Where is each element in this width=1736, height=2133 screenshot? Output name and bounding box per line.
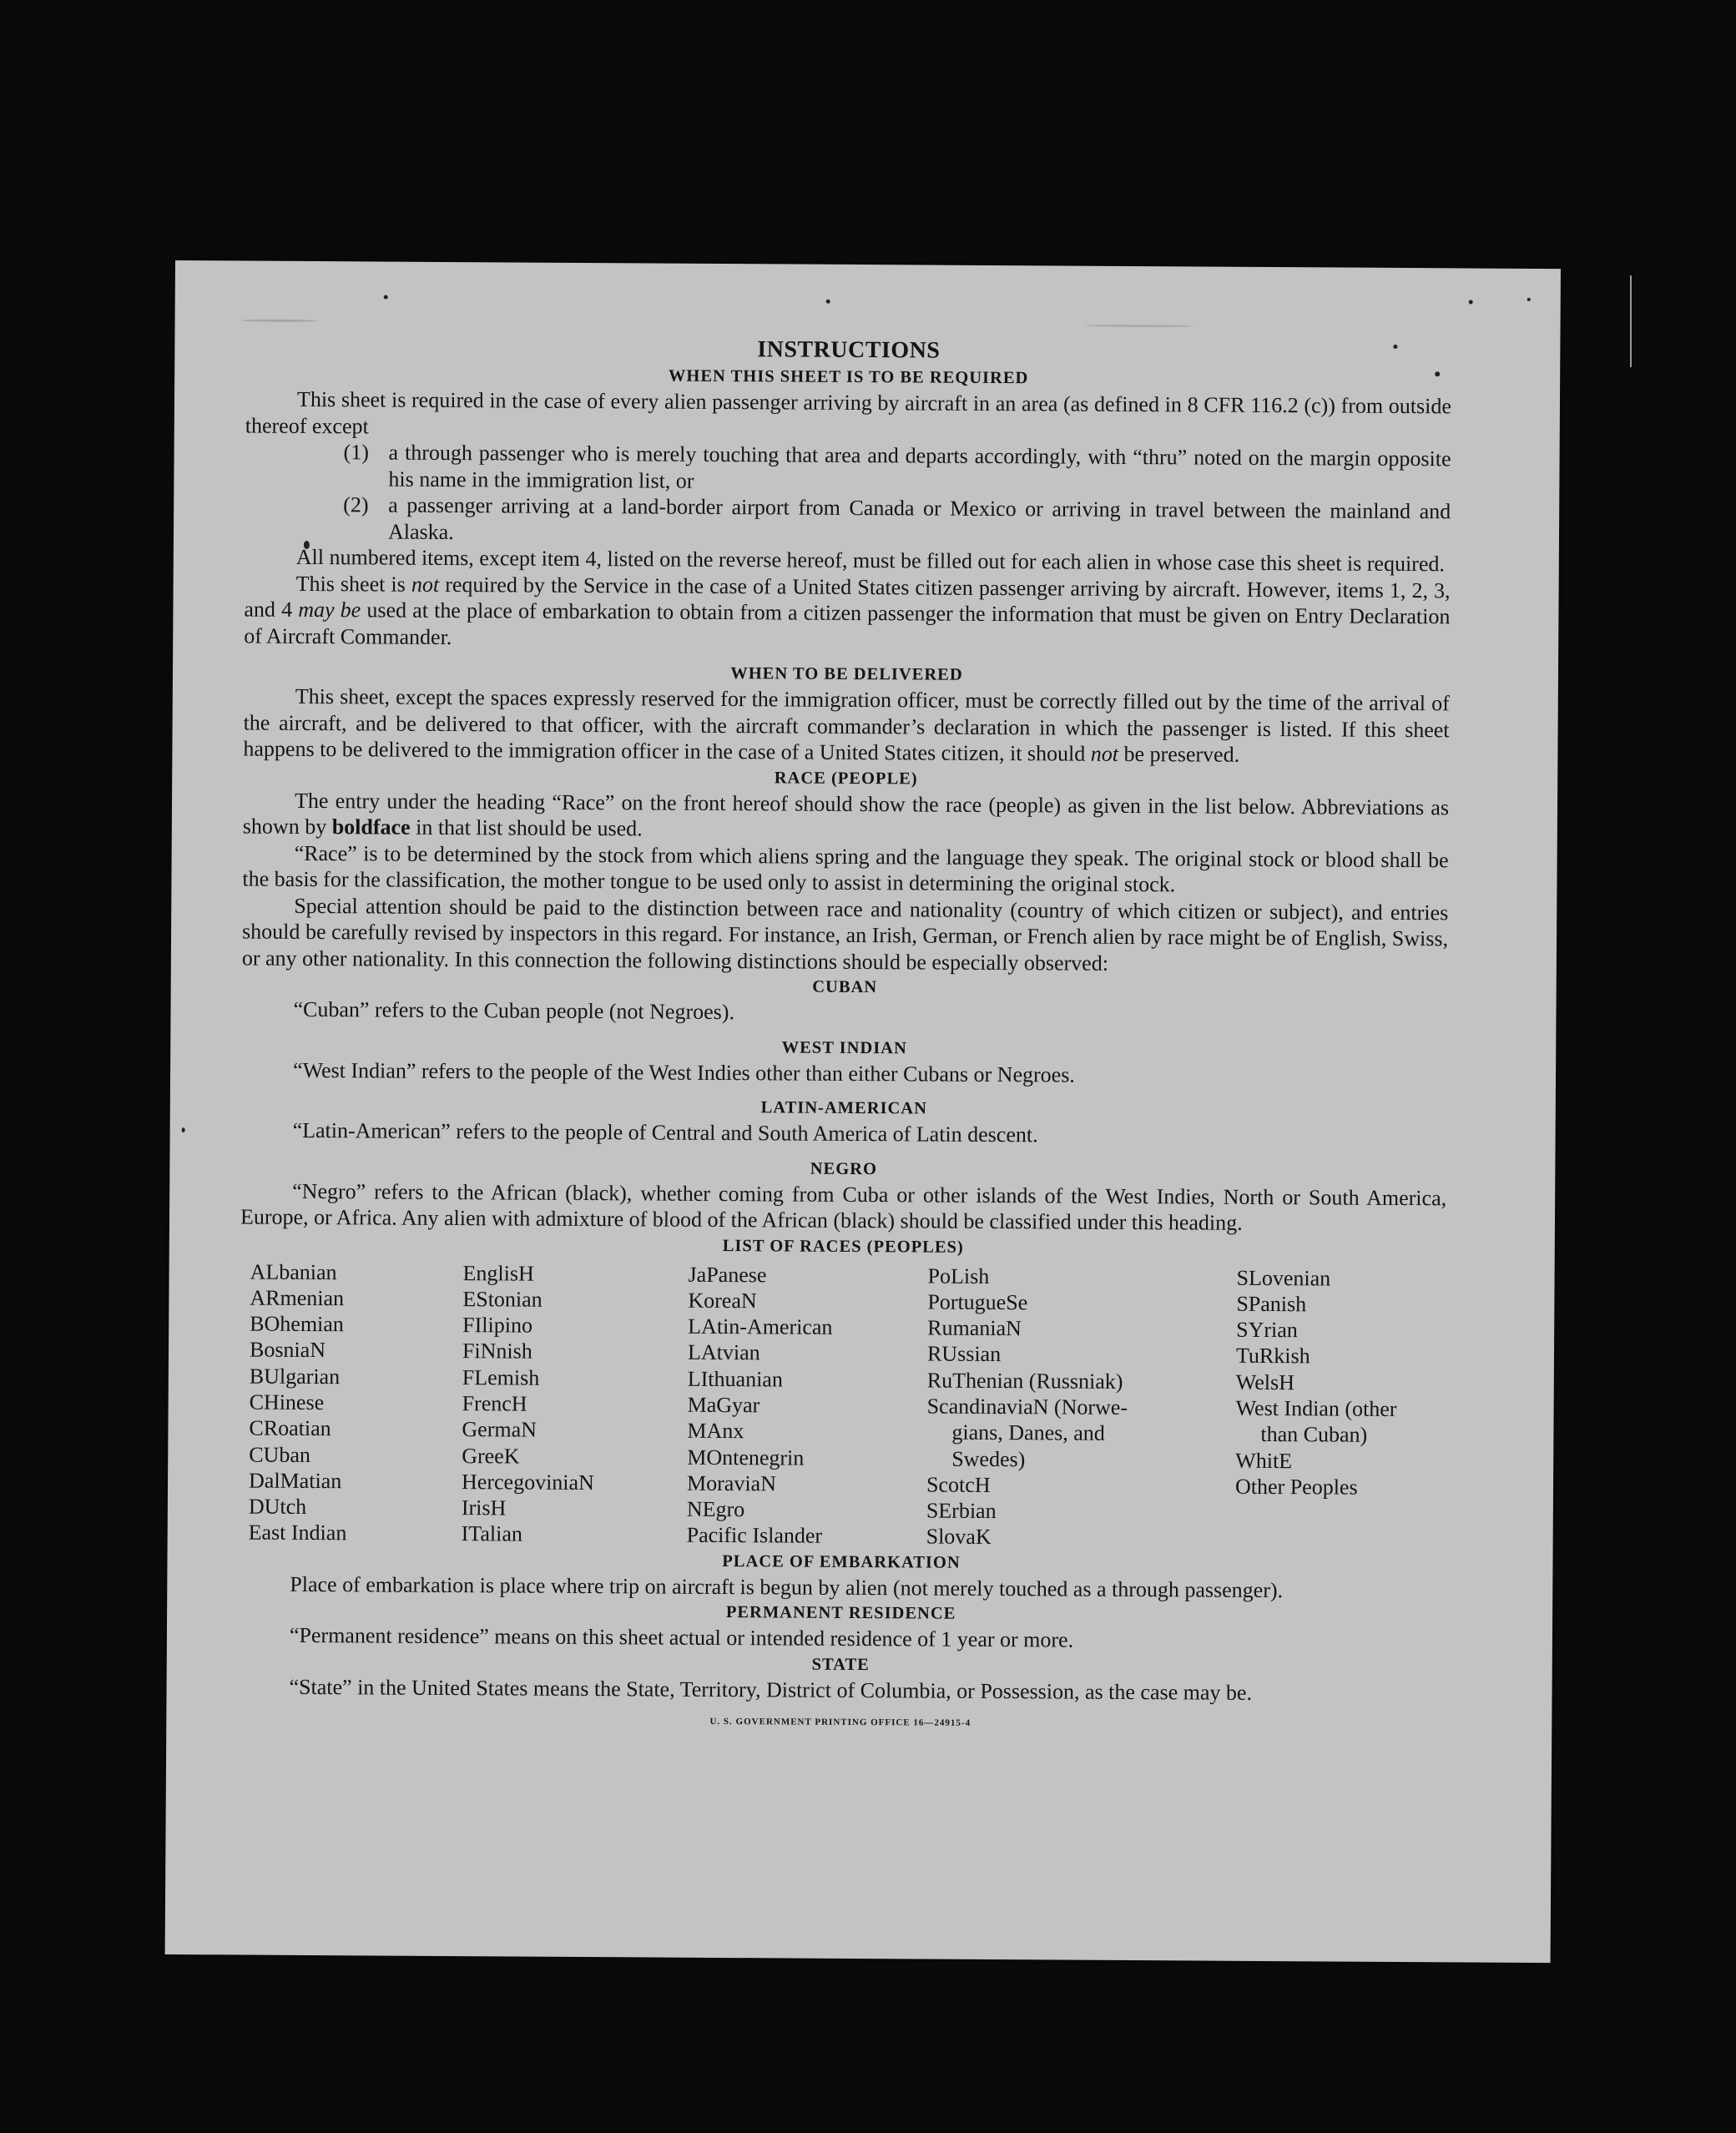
heading-latin-american: LATIN-AMERICAN	[760, 1098, 927, 1118]
race-item: BosniaN	[249, 1337, 326, 1363]
dust-speck	[1469, 300, 1473, 304]
numbered-items-paragraph: All numbered items, except item 4, listed on the reverse hereof, must be filled out for each alien in whose case this sheet is required.	[295, 544, 1446, 577]
race-item: DalMatian	[248, 1468, 342, 1494]
dust-speck	[182, 1127, 185, 1132]
races-column-5	[1235, 1264, 1456, 1553]
bold-text: boldface	[331, 814, 411, 840]
races-list	[249, 1258, 1446, 1553]
heading-race: RACE (PEOPLE)	[774, 768, 918, 788]
negro-text: “Negro” refers to the African (black), whether coming from Cuba or other islands of the West Indies, North or South America, Europe, or Africa. Any alien with admixture of blood of the African (black) should be classified under this heading.	[240, 1178, 1447, 1235]
instructions-content	[237, 333, 1451, 1741]
emphasis-text: not	[1090, 741, 1119, 766]
race-item: JaPanese	[688, 1262, 767, 1287]
race-item: NEgro	[686, 1496, 745, 1522]
race-paragraph-3: Special attention should be paid to the distinction between race and nationality (country of which citizen or subject), and entries should be carefully revised by inspectors in this regard. For instance, an Irish, German, or French alien by race might be of English, Swiss, or any other nationality. In this connection the following distinctions should be especially observed:	[241, 893, 1449, 976]
race-item-continuation: Swedes)	[951, 1446, 1026, 1471]
text-segment: required by the Service in the case of a United States citizen passenger arriving by aircraft. However, items 1, 2, 3, and 4	[244, 572, 1451, 622]
text-segment: This sheet, except the spaces expressly reserved for the immigration officer, must be correctly filled out by the time of the arrival of the aircraft, and be delivered to that officer, with the aircraft commander’s declaration in which the passenger is listed. If this sheet happens to be delivered to the immigration officer in the case of a United States citizen, it should	[243, 683, 1450, 766]
when-required-intro: This sheet is required in the case of every alien passenger arriving by aircraft in an area (as defined in 8 CFR 116.2 (c)) from outside thereof except	[245, 386, 1452, 438]
heading-when-delivered: WHEN TO BE DELIVERED	[730, 664, 963, 684]
race-item: SPanish	[1236, 1291, 1307, 1317]
race-item: IrisH	[461, 1495, 507, 1520]
heading-state: STATE	[811, 1655, 870, 1674]
race-item: ARmenian	[250, 1285, 345, 1311]
heading-west-indian: WEST INDIAN	[781, 1037, 907, 1057]
heading-negro: NEGRO	[810, 1159, 878, 1178]
heading-permanent-residence: PERMANENT RESIDENCE	[725, 1603, 956, 1624]
heading-when-required: WHEN THIS SHEET IS TO BE REQUIRED	[668, 366, 1029, 388]
race-item: MoraviaN	[686, 1470, 777, 1496]
race-item: ALbanian	[250, 1259, 337, 1284]
race-item: MAnx	[687, 1419, 744, 1444]
race-item: TuRkish	[1235, 1344, 1310, 1369]
dust-speck	[826, 300, 830, 304]
heading-list-of-races: LIST OF RACES (PEOPLES)	[722, 1236, 964, 1257]
heading-cuban: CUBAN	[812, 977, 878, 997]
race-item: RuThenian (Russniak)	[926, 1368, 1123, 1394]
dust-speck	[1527, 298, 1531, 301]
item-number: (2)	[343, 492, 369, 517]
text-segment: in that list should be used.	[410, 814, 643, 841]
race-item: SlovaK	[926, 1524, 992, 1550]
film-scratch	[1630, 275, 1632, 367]
race-item: KoreaN	[688, 1288, 757, 1314]
page-title: INSTRUCTIONS	[757, 336, 941, 364]
race-item: LAtvian	[687, 1340, 760, 1365]
race-item: SLovenian	[1236, 1265, 1331, 1290]
races-column-3	[687, 1261, 928, 1550]
race-item: ITalian	[461, 1521, 523, 1547]
race-item: ScotcH	[926, 1472, 991, 1497]
races-column-1	[249, 1258, 463, 1547]
faint-mark	[1085, 325, 1194, 328]
race-paragraph-2: “Race” is to be determined by the stock from which aliens spring and the language they speak. The original stock or blood shall be the basis for the classification, the mother tongue to be used only to assist in determining the original stock.	[242, 840, 1449, 897]
race-item: MaGyar	[687, 1392, 760, 1418]
race-item: East Indian	[248, 1520, 347, 1546]
race-item: CUban	[249, 1442, 311, 1467]
race-item: LAtin-American	[688, 1314, 833, 1339]
emphasis-text: may be	[298, 597, 361, 623]
race-item: LIthuanian	[687, 1366, 783, 1392]
race-item: CHinese	[249, 1389, 325, 1415]
race-item: WelsH	[1235, 1369, 1295, 1394]
races-column-4	[926, 1263, 1237, 1552]
race-item: FiNnish	[462, 1339, 532, 1364]
latin-american-text: “Latin-American” refers to the people of Central and South America of Latin descent.	[292, 1117, 1038, 1147]
race-item: ScandinaviaN (Norwe-	[926, 1394, 1128, 1419]
item-text: a passenger arriving at a land-border airport from Canada or Mexico or arriving in travel between the mainland and Alaska.	[387, 492, 1451, 544]
exception-item-1	[343, 439, 1451, 498]
item-text: a through passenger who is merely touching that area and departs accordingly, with “thru” noted on the margin opposite his name in the immigration list, or	[388, 440, 1451, 493]
emphasis-text: not	[411, 572, 440, 597]
exception-item-2	[343, 492, 1451, 551]
text-segment: This sheet is	[295, 571, 412, 597]
dust-speck	[384, 295, 388, 300]
race-item: West Indian (other	[1235, 1395, 1397, 1421]
race-item: PoLish	[927, 1263, 990, 1288]
race-paragraph-1	[243, 787, 1449, 847]
printer-imprint: U. S. GOVERNMENT PRINTING OFFICE 16—24915-4	[709, 1717, 971, 1729]
text-segment: be preserved.	[1118, 741, 1240, 767]
delivered-paragraph	[243, 683, 1450, 769]
race-item: BUlgarian	[249, 1364, 341, 1389]
race-item: BOhemian	[250, 1311, 344, 1337]
race-item: RumaniaN	[927, 1315, 1022, 1341]
race-item: MOntenegrin	[687, 1445, 805, 1470]
race-item: PortugueSe	[927, 1289, 1028, 1315]
race-item: EnglisH	[462, 1260, 534, 1286]
residence-text: “Permanent residence” means on this sheet actual or intended residence of 1 year or more.	[289, 1623, 1074, 1652]
race-item: SYrian	[1236, 1317, 1298, 1343]
race-item: WhitE	[1235, 1448, 1293, 1473]
text-segment: used at the place of embarkation to obtain from a citizen passenger the information that must be given on Entry Declaration of Aircraft Commander.	[244, 598, 1451, 649]
state-text: “State” in the United States means the State, Territory, District of Columbia, or Possession, as the case may be.	[289, 1674, 1253, 1705]
race-item: FIlipino	[462, 1313, 533, 1338]
race-item-continuation: than Cuban)	[1260, 1422, 1368, 1448]
heading-embarkation: PLACE OF EMBARKATION	[722, 1551, 961, 1572]
race-item: CRoatian	[249, 1415, 331, 1441]
race-item: Other Peoples	[1234, 1474, 1358, 1500]
race-item: GermaN	[462, 1417, 537, 1442]
cuban-text: “Cuban” refers to the Cuban people (not Negroes).	[293, 996, 735, 1025]
faint-mark	[242, 319, 317, 322]
embarkation-text: Place of embarkation is place where trip on aircraft is begun by alien (not merely touched as a through passenger).	[290, 1571, 1284, 1602]
race-item: Pacific Islander	[686, 1523, 823, 1549]
race-item: SErbian	[926, 1498, 997, 1524]
west-indian-text: “West Indian” refers to the people of the West Indies other than either Cubans or Negroes.	[292, 1057, 1075, 1087]
item-number: (1)	[343, 440, 370, 465]
race-item: EStonian	[462, 1286, 542, 1312]
document-sheet	[165, 260, 1561, 1963]
race-item: FLemish	[462, 1364, 540, 1390]
race-item: FrencH	[462, 1391, 527, 1416]
text-segment: The entry under the heading “Race” on the front hereof should show the race (people) as given in the list below. Abbreviations as shown by	[242, 788, 1450, 840]
races-column-2	[462, 1260, 689, 1549]
race-item: GreeK	[462, 1443, 520, 1469]
citizen-paragraph	[244, 570, 1451, 656]
race-item: RUssian	[926, 1341, 1002, 1367]
race-item: HercegoviniaN	[461, 1469, 594, 1495]
race-item: DUtch	[248, 1494, 307, 1520]
race-item-continuation: gians, Danes, and	[951, 1419, 1105, 1446]
